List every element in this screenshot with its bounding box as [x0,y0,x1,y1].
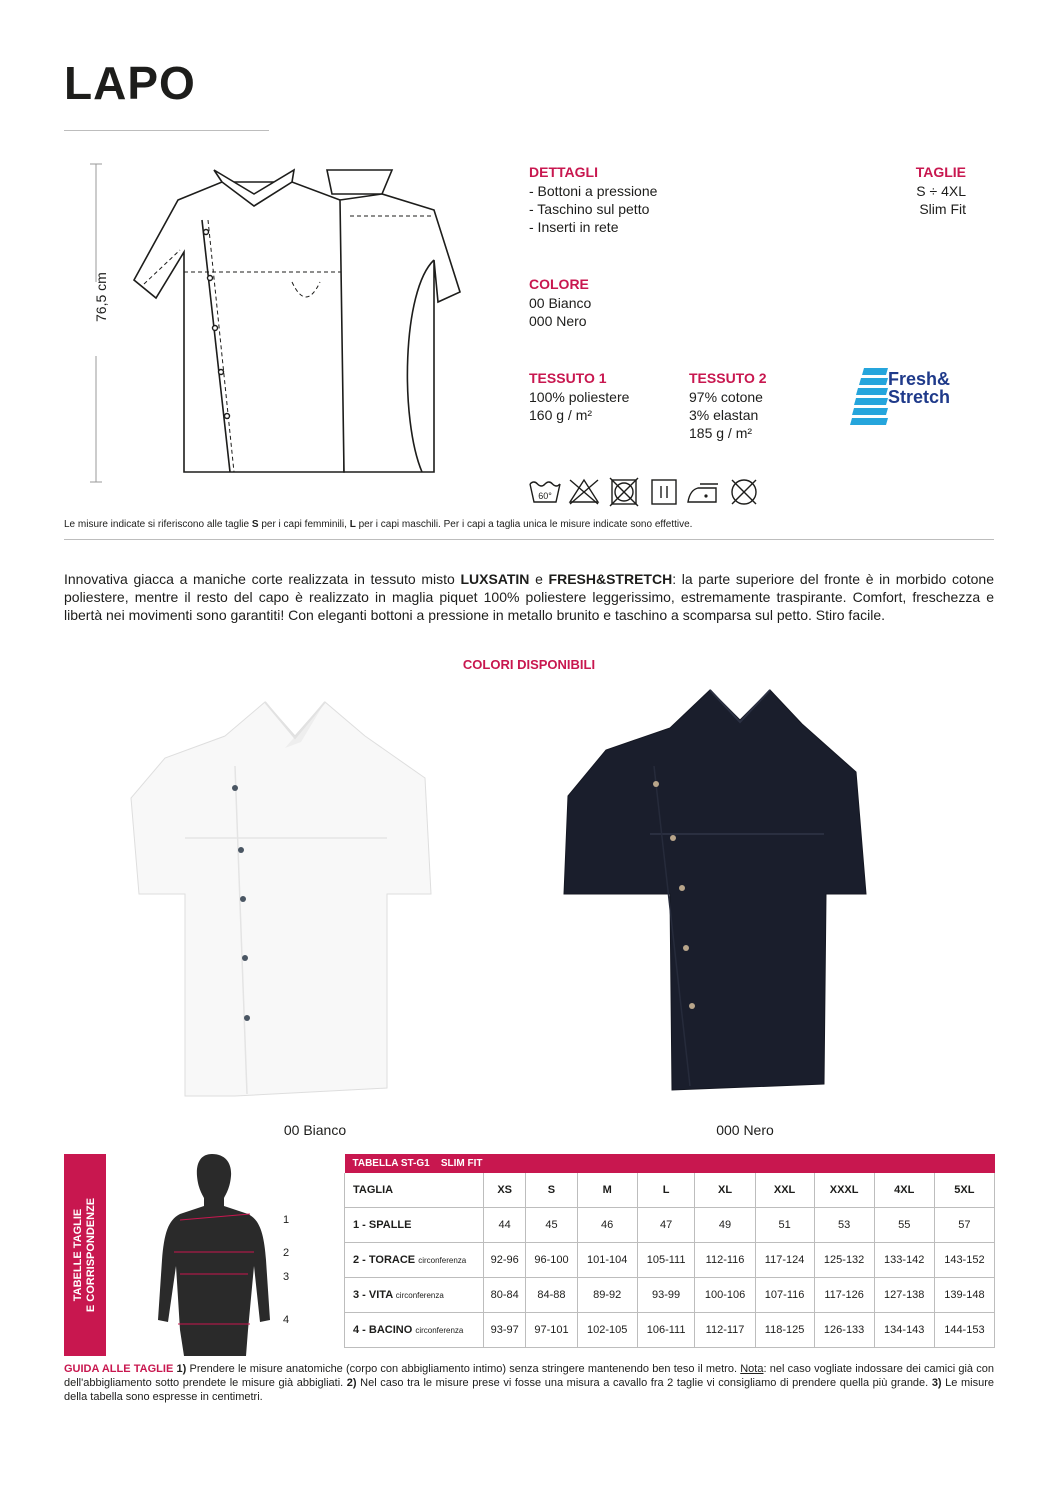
table-cell: 126-133 [814,1313,874,1348]
page-title: LAPO [64,57,196,109]
guide-text: : nel caso vogliate indossare dei camici già con dell'abbigliamento sotto prendete le misure già abbigliati. [64,1363,994,1389]
guide-nota: Nota [740,1363,764,1375]
header-cell: XXXL [814,1173,874,1208]
iron-low-icon [688,484,718,502]
size-table-header [345,1173,995,1208]
details-item: - Taschino sul petto [529,201,650,217]
table-cell: 107-116 [755,1278,814,1313]
logo-line-2: Stretch [888,387,951,407]
fabric1-info [529,388,629,424]
fabric2-line: 3% elastan [689,407,759,423]
guide-step-number: 1) [176,1363,187,1375]
description-text: Innovativa giacca a maniche corte realizzata in tessuto misto [64,571,461,587]
table-cell: 139-148 [934,1278,994,1313]
header-cell: XXL [755,1173,814,1208]
header-cell: XL [695,1173,755,1208]
body-silhouette [150,1150,280,1356]
table-cell: 118-125 [755,1313,814,1348]
header-cell: S [526,1173,577,1208]
row-label: 2 - TORACE circonferenza [345,1243,484,1278]
table-cell: 49 [695,1208,755,1243]
colors-available-heading: COLORI DISPONIBILI [462,657,596,672]
table-cell: 46 [577,1208,637,1243]
table-cell: 55 [874,1208,934,1243]
table-cell: 105-111 [637,1243,695,1278]
black-jacket-photo [558,688,878,1100]
fabric2-line: 185 g / m² [689,425,753,441]
figure-number: 4 [283,1314,290,1326]
table-cell: 133-142 [874,1243,934,1278]
size-tables-side-label [64,1154,106,1356]
table-cell: 101-104 [577,1243,637,1278]
description-text: : la parte superiore del fronte è in morbido cotone poliestere, mentre il resto del capo è realizzato in maglia piquet 100% poliestere leggerissimo, estremamente traspirante. Comfort, freschezza e libertà nei movimenti sono garantiti! Con eleganti bottoni a pressione in metallo brunito e taschino a scomparsa sul petto. Stiro facile. [64,571,994,623]
table-cell: 125-132 [814,1243,874,1278]
table-cell: 84-88 [526,1278,577,1313]
note-text: per i capi femminili, [258,519,350,530]
fabric2-line: 97% cotone [689,389,763,405]
table-cell: 57 [934,1208,994,1243]
title-divider [64,130,269,131]
logo-stripes-icon [850,366,890,430]
table-cell: 51 [755,1208,814,1243]
care-icons [528,476,768,508]
row-label: 4 - BACINO circonferenza [345,1313,484,1348]
details-item: - Inserti in rete [529,219,619,235]
figure-number: 1 [283,1214,290,1226]
table-cell: 100-106 [695,1278,755,1313]
table-cell: 45 [526,1208,577,1243]
guide-step-number: 2) [346,1377,357,1389]
table-cell: 106-111 [637,1313,695,1348]
header-cell: M [577,1173,637,1208]
details-heading: DETTAGLI [529,164,598,180]
guide-text: Prendere le misure anatomiche (corpo con abbigliamento intimo) senza stringere mantenendo ben teso il metro. [186,1363,741,1375]
table-cell: 102-105 [577,1313,637,1348]
sizes-info [846,182,966,218]
table-cell: 47 [637,1208,695,1243]
table-cell: 134-143 [874,1313,934,1348]
side-label-line: TABELLE TAGLIE [72,1208,84,1302]
no-tumble-dry-icon [610,478,638,506]
fabric2-heading: TESSUTO 2 [689,370,767,386]
fabric1-line: 160 g / m² [529,407,593,423]
table-cell: 117-126 [814,1278,874,1313]
note-size-l: L [349,519,356,530]
fabric1-heading: TESSUTO 1 [529,370,607,386]
table-cell: 93-97 [484,1313,526,1348]
length-measurement: 76,5 cm [93,272,109,322]
description-bold: FRESH&STRETCH [548,571,673,587]
no-dry-clean-icon [732,480,756,504]
table-row [345,1208,995,1243]
table-row [345,1278,995,1313]
table-row [345,1243,995,1278]
color-list [529,294,591,330]
note-text: Le misure indicate si riferiscono alle taglie [64,519,252,530]
fabric2-info [689,388,763,442]
logo-line-1: Fresh& [888,369,951,389]
header-cell: XS [484,1173,526,1208]
table-cell: 96-100 [526,1243,577,1278]
table-cell: 117-124 [755,1243,814,1278]
guide-text: Nel caso tra le misure prese vi fosse una misura a cavallo fra 2 taglie vi consigliamo di prendere quella più grande. [356,1377,932,1389]
sizes-heading: TAGLIE [915,164,966,180]
no-bleach-icon [570,480,598,504]
fabric1-line: 100% poliestere [529,389,630,405]
guide-text: Le misure della tabella sono espresse in centimetri. [64,1377,994,1403]
header-cell: L [637,1173,695,1208]
row-label: 3 - VITA circonferenza [345,1278,484,1313]
details-list [529,182,657,236]
header-cell: 5XL [934,1173,994,1208]
table-row [345,1313,995,1348]
details-item: - Bottoni a pressione [529,183,658,199]
size-note [64,519,692,530]
header-cell: 4XL [874,1173,934,1208]
color-heading: COLORE [529,276,589,292]
line-dry-icon [652,480,676,504]
color-item: 000 Nero [529,313,587,329]
table-cell: 92-96 [484,1243,526,1278]
color-item: 00 Bianco [529,295,592,311]
wash-temperature: 60° [538,491,552,501]
description-text: e [529,571,549,587]
size-table [344,1154,995,1348]
table-cell: 143-152 [934,1243,994,1278]
white-caption: 00 Bianco [283,1122,347,1138]
black-caption: 000 Nero [716,1122,774,1138]
guide-step-number: 3) [931,1377,942,1389]
header-cell: TAGLIA [345,1173,484,1208]
jacket-technical-drawing [82,160,482,490]
table-cell: 97-101 [526,1313,577,1348]
white-jacket-photo [125,688,445,1100]
description-bold: LUXSATIN [460,571,530,587]
table-cell: 53 [814,1208,874,1243]
size-table-name: TABELLA ST-G1 [352,1158,430,1169]
sizes-fit: Slim Fit [919,201,966,217]
table-cell: 144-153 [934,1313,994,1348]
row-label: 1 - SPALLE [345,1208,484,1243]
note-text: per i capi maschili. Per i capi a taglia unica le misure indicate sono effettive. [355,519,693,530]
section-divider [64,539,994,540]
size-table-fit: SLIM FIT [440,1158,483,1169]
table-cell: 127-138 [874,1278,934,1313]
table-cell: 89-92 [577,1278,637,1313]
table-cell: 93-99 [637,1278,695,1313]
side-label-line: E CORRISPONDENZE [85,1197,97,1313]
fresh-stretch-logo [850,366,980,430]
sizes-range: S ÷ 4XL [916,183,966,199]
table-cell: 44 [484,1208,526,1243]
note-size-s: S [251,519,259,530]
table-cell: 112-117 [695,1313,755,1348]
table-cell: 112-116 [695,1243,755,1278]
product-description [64,570,994,624]
figure-number: 3 [283,1271,290,1283]
size-table-bar [345,1154,995,1173]
table-cell: 80-84 [484,1278,526,1313]
size-guide [64,1362,994,1404]
figure-number: 2 [283,1247,290,1259]
guide-heading: GUIDA ALLE TAGLIE [64,1363,174,1375]
